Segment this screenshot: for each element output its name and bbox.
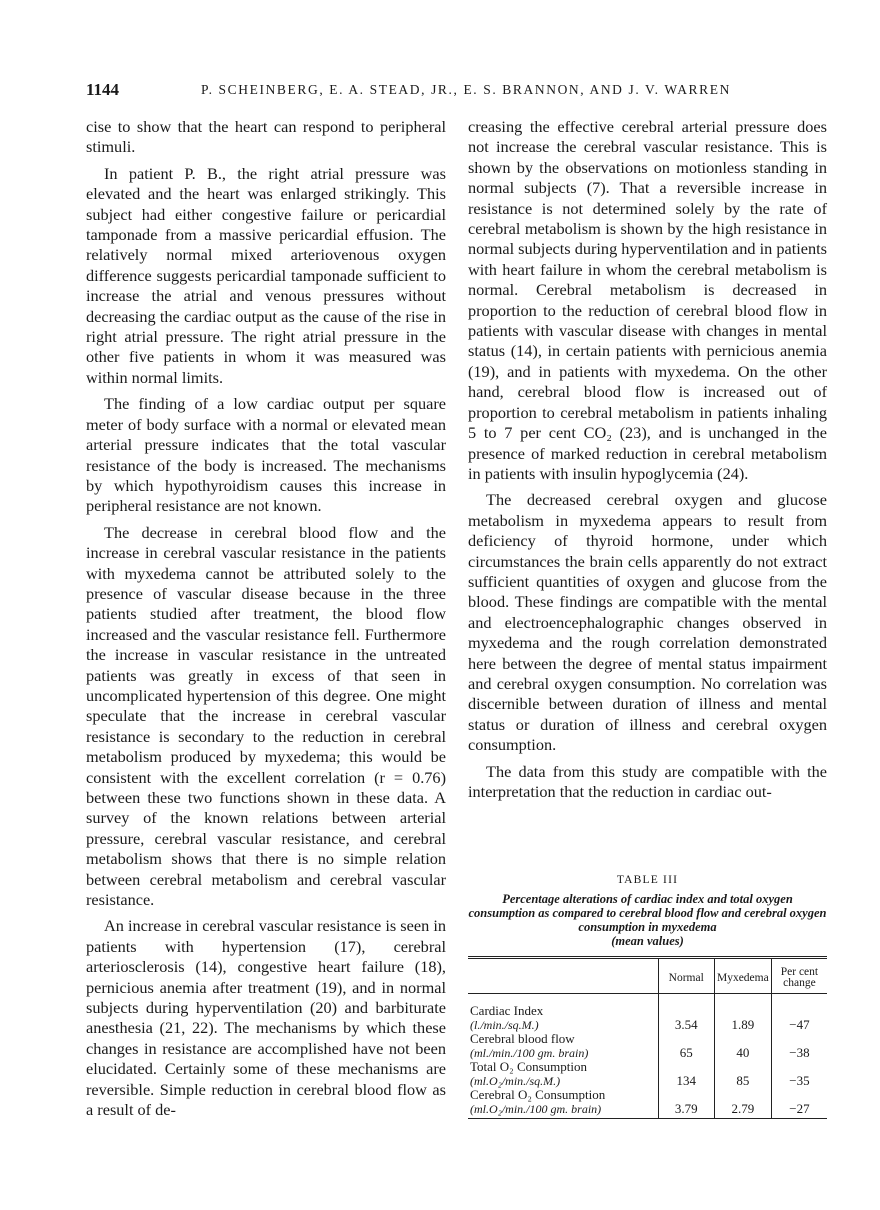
cell-normal: 3.79 [658,1088,714,1119]
paragraph: The decrease in cerebral blood flow and the increase in cerebral vascular resistance in the patients with myxedema cannot be attributed solely to the presence of vascular disease because in the three patients studied after treatment, the blood flow increased and the vascular resistance fell. Furthermore the increase in vascular resistance in the untreated patients was greatly in excess of that seen in uncomplicated hypertension of this degree. One might speculate that the increase in cerebral vascular resistance is secondary to the reduction in cerebral metabolism produced by myxedema; this would be consistent with the excellent correlation (r = 0.76) between these two functions shown in these data. A survey of the known relations between arterial pressure, cerebral vascular resistance, and cerebral metabolism shows that there is no simple relation between cerebral metabolism and cerebral vascular resistance. [86,522,446,910]
table-row [468,1060,827,1088]
row-label: Cerebral O₂ Consumption [470,1087,606,1102]
paragraph: An increase in cerebral vascular resistance is seen in patients with hypertension (17), cerebral arteriosclerosis (14), congestive heart failure (18), pernicious anemia after treatment (19), and in normal subjects during hyperventilation (20) and barbiturate anesthesia (21, 22). The mechanisms by which these changes in resistance are accomplished have not been elucidated. Certainly some of these mechanisms are reversible. Simple reduction in cerebral blood flow as a result of de- [86,916,446,1120]
header-change: Per cent change [771,958,827,994]
running-head-authors: P. SCHEINBERG, E. A. STEAD, JR., E. S. BRANNON, AND J. V. WARREN [201,82,731,97]
left-column [86,117,446,1127]
cell-change: −38 [771,1032,827,1060]
row-unit: (ml.O₂/min./100 gm. brain) [470,1102,602,1116]
header-myxedema: Myxedema [714,958,771,994]
header-normal: Normal [658,958,714,994]
paragraph: The finding of a low cardiac output per square meter of body surface with a normal or elevated mean arterial pressure indicates that the total vascular resistance of the body is increased. The mechanisms by which hypothyroidism causes this increase in peripheral resistance are not known. [86,394,446,516]
table-row [468,1088,827,1119]
table-row [468,994,827,1033]
data-table [468,956,827,1119]
paragraph: The data from this study are compatible with the interpretation that the reduction in cardiac out- [468,761,827,801]
row-unit: (ml.O₂/min./sq.M.) [470,1074,561,1088]
cell-normal: 3.54 [658,994,714,1033]
row-label: Total O₂ Consumption [470,1059,588,1074]
cell-myxedema: 1.89 [714,994,771,1033]
row-unit: (ml./min./100 gm. brain) [470,1046,589,1060]
cell-normal: 134 [658,1060,714,1088]
cell-myxedema: 2.79 [714,1088,771,1119]
paragraph: cise to show that the heart can respond to peripheral stimuli. [86,117,446,157]
row-unit: (l./min./sq.M.) [470,1018,539,1032]
cell-change: −27 [771,1088,827,1119]
page-number: 1144 [86,80,120,99]
paragraph: In patient P. B., the right atrial pressure was elevated and the heart was enlarged strikingly. This subject had either congestive failure or pericardial tamponade from a massive pericardial effusion. The relatively normal mixed arteriovenous oxygen difference suggests pericardial tamponade sufficient to increase the atrial and venous pressures without decreasing the cardiac output as the cause of the rise in right atrial pressure. The right atrial pressure in the other five patients in whom it was measured was within normal limits. [86,163,446,387]
right-column [468,117,827,808]
cell-myxedema: 85 [714,1060,771,1088]
table-row [468,1032,827,1060]
cell-change: −35 [771,1060,827,1088]
row-label: Cardiac Index [470,1003,544,1018]
cell-normal: 65 [658,1032,714,1060]
table-caption [468,892,827,948]
page-header [86,80,826,104]
cell-myxedema: 40 [714,1032,771,1060]
table-caption-text: Percentage alterations of cardiac index and total oxygen consumption as compared to cerebral blood flow and cerebral oxygen consumption in myxedema [468,892,827,934]
table-subcaption: (mean values) [611,934,684,948]
cell-change: −47 [771,994,827,1033]
header-blank [468,958,658,994]
row-label: Cerebral blood flow [470,1031,575,1046]
table-iii [468,874,827,1119]
table-label: TABLE III [616,874,679,886]
paragraph: creasing the effective cerebral arterial pressure does not increase the cerebral vascular resistance. This is shown by the observations on motionless standing in normal subjects (7). That a reversible increase in resistance is not determined solely by the rate of cerebral metabolism is shown by the high resistance in normal subjects during hyperventilation and in patients with heart failure in whom the cerebral metabolism is normal. Cerebral metabolism is decreased in proportion to the reduction of cerebral blood flow in patients with vascular disease with changes in mental status (14), in certain patients with pernicious anemia (19), and in patients with myxedema. On the other hand, cerebral blood flow is increased out of proportion to cerebral metabolism in patients inhaling 5 to 7 per cent CO₂ (23), and is unchanged in the presence of marked reduction in cerebral metabolism in patients with insulin hypoglycemia (24). [468,117,828,483]
paragraph: The decreased cerebral oxygen and glucose metabolism in myxedema appears to result from deficiency of thyroid hormone, under which circumstances the brain cells apparently do not extract sufficient quantities of oxygen and glucose from the blood. These findings are compatible with the mental and electroencephalographic changes observed in myxedema and the rough correlation demonstrated here between the degree of mental status impairment and cerebral oxygen consumption. No correlation was discernible between duration of illness and mental status or duration of illness and cerebral oxygen consumption. [468,490,827,755]
